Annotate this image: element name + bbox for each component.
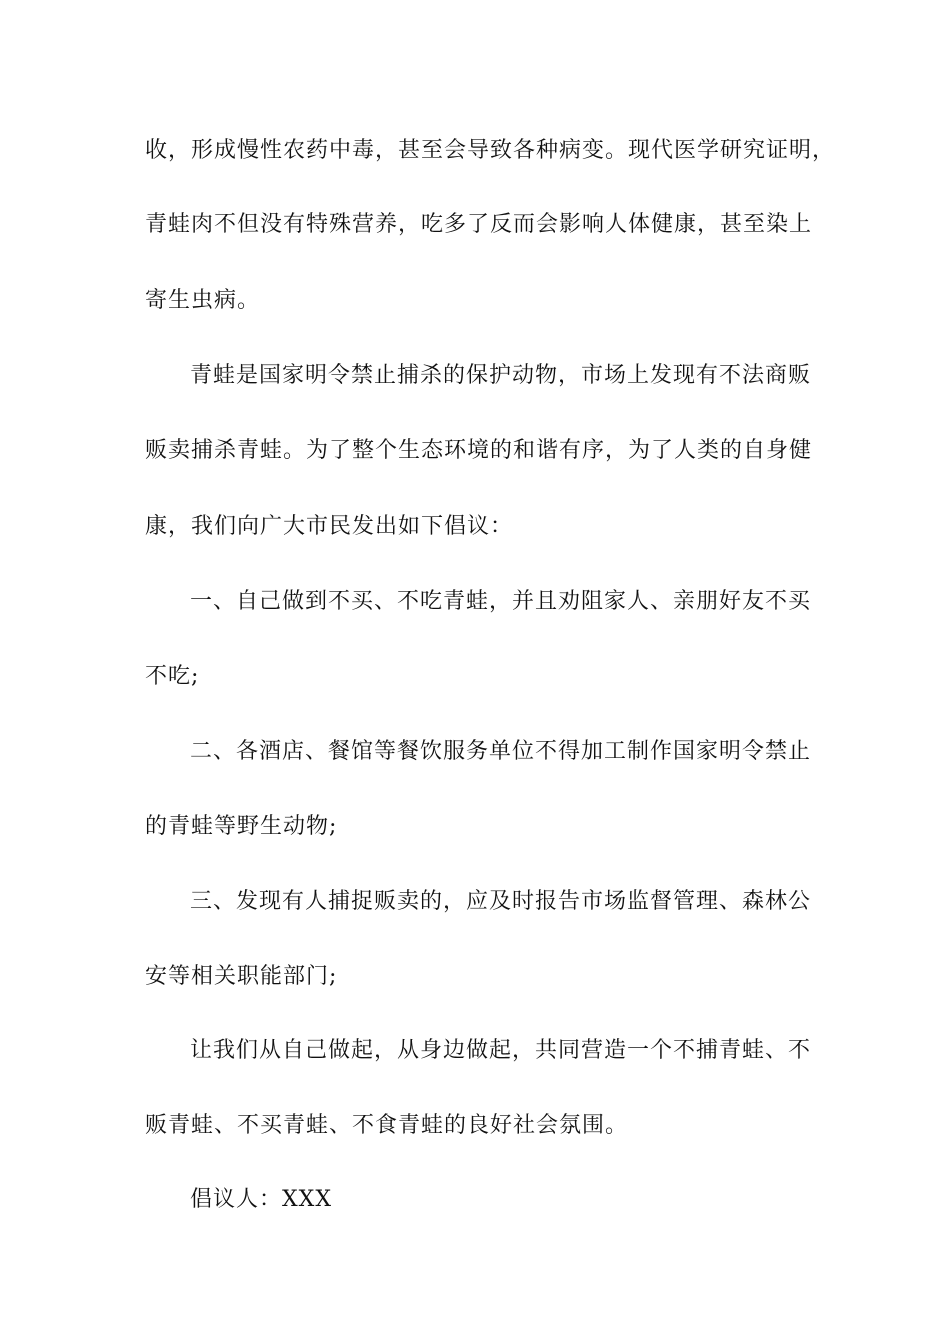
- text-line: 不吃;: [145, 664, 200, 689]
- text-line: 贩卖捕杀青蛙。为了整个生态环境的和谐有序，为了人类的自身健: [145, 438, 813, 463]
- proposal-item-3: 三、发现有人捕捉贩卖的，应及时报告市场监督管理、森林公: [190, 889, 812, 914]
- text-line: 贩青蛙、不买青蛙、不食青蛙的良好社会氛围。: [145, 1113, 629, 1138]
- signature-line: 倡议人：XXX: [190, 1187, 332, 1212]
- text-line: 康，我们向广大市民发出如下倡议：: [145, 514, 514, 539]
- text-line: 青蛙肉不但没有特殊营养，吃多了反而会影响人体健康，甚至染上: [145, 212, 813, 237]
- proposal-item-2: 二、各酒店、餐馆等餐饮服务单位不得加工制作国家明令禁止: [190, 739, 812, 764]
- proposal-item-1: 一、自己做到不买、不吃青蛙，并且劝阻家人、亲朋好友不买: [190, 589, 812, 614]
- text-line: 安等相关职能部门;: [145, 964, 338, 989]
- text-line: 收，形成慢性农药中毒，甚至会导致各种病变。现代医学研究证明，: [145, 138, 836, 163]
- paragraph-start-line: 青蛙是国家明令禁止捕杀的保护动物，市场上发现有不法商贩: [190, 363, 812, 388]
- closing-paragraph-line: 让我们从自己做起，从身边做起，共同营造一个不捕青蛙、不: [190, 1038, 812, 1063]
- text-line: 的青蛙等野生动物;: [145, 814, 338, 839]
- text-line: 寄生虫病。: [145, 288, 261, 313]
